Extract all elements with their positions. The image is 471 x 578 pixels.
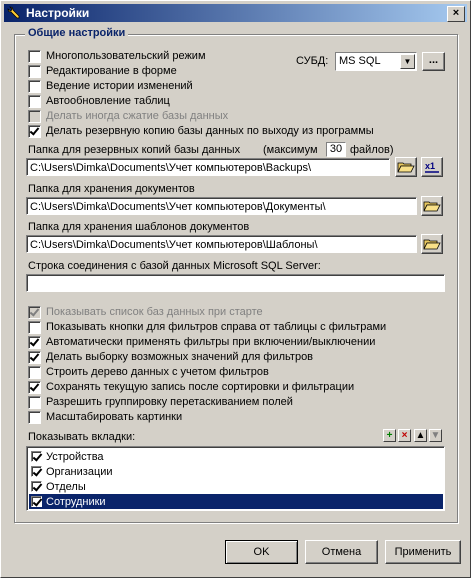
chevron-down-icon[interactable]: ▼ (400, 54, 415, 69)
option-checkbox[interactable] (28, 49, 206, 63)
option-label: Автообновление таблиц (46, 95, 170, 107)
checkbox-icon[interactable] (28, 321, 41, 334)
docs-browse-button[interactable] (421, 196, 443, 216)
docs-folder-label: Папка для хранения документов (28, 183, 195, 195)
close-button[interactable]: × (447, 6, 465, 22)
templates-path-field[interactable]: C:\Users\Dimka\Documents\Учет компьютеров\Шаблоны\ (26, 235, 417, 253)
option-checkbox[interactable] (28, 395, 293, 409)
backup-clear-button[interactable] (421, 157, 443, 177)
tab-item-label: Устройства (46, 450, 104, 463)
checkbox-icon (28, 110, 41, 123)
checkbox-checked-icon (28, 306, 41, 319)
dbms-more-button[interactable]: ... (422, 52, 445, 71)
add-icon[interactable]: + (383, 429, 396, 442)
option-label: Ведение истории изменений (46, 80, 193, 92)
wrench-icon (7, 6, 21, 20)
checkbox-icon[interactable] (28, 80, 41, 93)
group-title: Общие настройки (25, 27, 128, 39)
tab-item-label: Организации (46, 465, 113, 478)
option-checkbox[interactable] (28, 79, 193, 93)
tabs-label: Показывать вкладки: (28, 431, 136, 443)
svg-text:x1: x1 (425, 161, 436, 171)
option-checkbox[interactable] (28, 350, 313, 364)
delete-icon[interactable]: × (398, 429, 411, 442)
backup-folder-label: Папка для резервных копий базы данных (28, 144, 241, 156)
option-label: Масштабировать картинки (46, 411, 183, 423)
option-label: Сохранять текущую запись после сортировки и фильтрации (46, 381, 355, 393)
tabs-list[interactable] (26, 446, 445, 511)
folder-open-icon (397, 159, 415, 175)
option-label: Показывать кнопки для фильтров справа от таблицы с фильтрами (46, 321, 387, 333)
arrow-up-icon[interactable]: ▲ (415, 430, 426, 441)
option-checkbox[interactable] (28, 94, 170, 108)
templates-folder-label: Папка для хранения шаблонов документов (28, 221, 250, 233)
checkbox-checked-icon[interactable] (28, 336, 41, 349)
ok-button[interactable]: OK (225, 540, 298, 564)
option-label: Многопользовательский режим (46, 50, 206, 62)
arrow-down-icon[interactable]: ▼ (430, 430, 441, 441)
templates-browse-button[interactable] (421, 234, 443, 254)
option-checkbox (28, 305, 263, 319)
checkbox-checked-icon[interactable] (31, 451, 42, 462)
checkbox-icon[interactable] (28, 396, 41, 409)
option-checkbox[interactable] (28, 64, 177, 78)
tab-item-label: Отделы (46, 480, 86, 493)
tab-item-label: Сотрудники (46, 495, 106, 508)
folder-open-icon (423, 236, 441, 252)
checkbox-checked-icon[interactable] (28, 125, 41, 138)
backup-browse-button[interactable] (395, 157, 417, 177)
option-label: Строить дерево данных с учетом фильтров (46, 366, 269, 378)
list-item[interactable] (29, 449, 443, 464)
cancel-button[interactable]: Отмена (305, 540, 378, 564)
option-checkbox[interactable] (28, 380, 354, 394)
checkbox-icon[interactable] (28, 50, 41, 63)
checkbox-checked-icon[interactable] (31, 466, 42, 477)
dbms-value: MS SQL (339, 55, 381, 67)
option-checkbox[interactable] (28, 124, 374, 138)
option-label: Разрешить группировку перетаскиванием полей (46, 396, 293, 408)
connection-field[interactable] (26, 274, 445, 292)
option-label: Редактирование в форме (46, 65, 177, 77)
checkbox-checked-icon[interactable] (31, 496, 42, 507)
option-checkbox (28, 109, 228, 123)
clear-icon (423, 159, 441, 175)
option-label: Делать выборку возможных значений для фильтров (46, 351, 314, 363)
option-label: Показывать список баз данных при старте (46, 306, 263, 318)
option-label: Автоматически применять фильтры при включении/выключении (46, 336, 376, 348)
backup-path-field[interactable]: C:\Users\Dimka\Documents\Учет компьютеров\Backups\ (26, 158, 390, 176)
list-item[interactable] (29, 494, 443, 509)
checkbox-checked-icon[interactable] (28, 381, 41, 394)
window-title: Настройки (26, 6, 90, 20)
option-checkbox[interactable] (28, 320, 386, 334)
title-bar[interactable] (4, 4, 467, 22)
list-item[interactable] (29, 464, 443, 479)
list-item[interactable] (29, 479, 443, 494)
dbms-select[interactable] (335, 52, 417, 71)
option-checkbox[interactable] (28, 410, 182, 424)
backup-max-prefix: (максимум (263, 144, 318, 156)
option-label: Делать резервную копию базы данных по выходу из программы (46, 125, 374, 137)
backup-max-suffix: файлов) (350, 144, 394, 156)
checkbox-icon[interactable] (28, 95, 41, 108)
option-label: Делать иногда сжатие базы данных (46, 110, 229, 122)
checkbox-icon[interactable] (28, 366, 41, 379)
dbms-label: СУБД: (296, 55, 329, 67)
folder-open-icon (423, 198, 441, 214)
checkbox-icon[interactable] (28, 65, 41, 78)
backup-max-input[interactable]: 30 (326, 142, 346, 157)
option-checkbox[interactable] (28, 335, 375, 349)
docs-path-field[interactable]: C:\Users\Dimka\Documents\Учет компьютеров\Документы\ (26, 197, 417, 215)
checkbox-checked-icon[interactable] (28, 351, 41, 364)
checkbox-checked-icon[interactable] (31, 481, 42, 492)
option-checkbox[interactable] (28, 365, 269, 379)
apply-button[interactable]: Применить (385, 540, 461, 564)
checkbox-icon[interactable] (28, 411, 41, 424)
connection-label: Строка соединения с базой данных Microsoft SQL Server: (28, 260, 321, 272)
